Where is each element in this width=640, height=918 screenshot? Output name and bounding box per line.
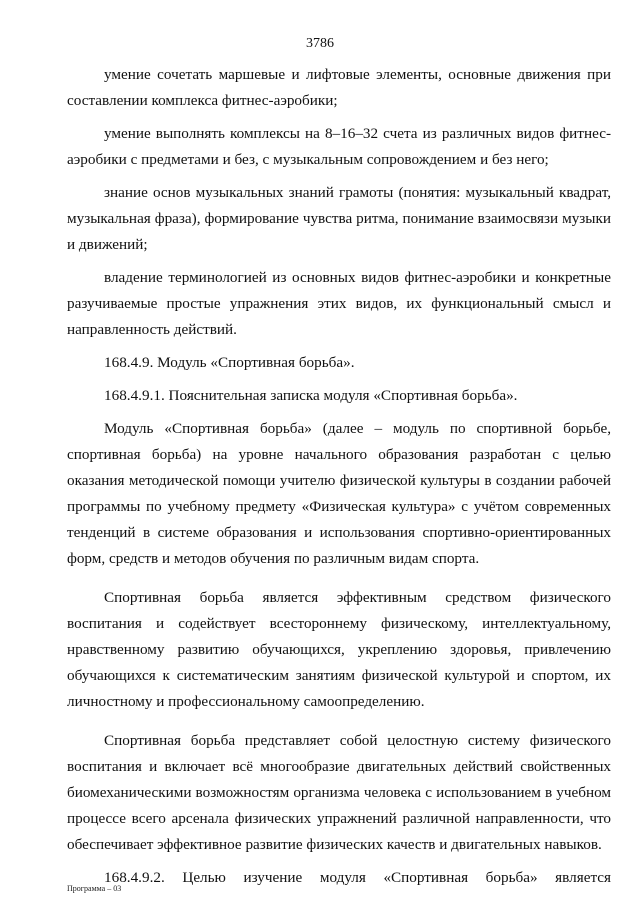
paragraph-module-description: Модуль «Спортивная борьба» (далее – модуль по спортивной борьбе, спортивная борьба) на уровне начального образования разработан с целью оказания методической помощи учителю физической культуры в создании рабочей программы по учебному предмету «Физическая культура» с учётом современных тенденций в системе образования и использования спортивно-ориентированных форм, средств и методов обучения по различным видам спорта. <box>67 420 611 567</box>
paragraph-wrestling-system: Спортивная борьба представляет собой целостную систему физического воспитания и включает всё многообразие двигательных действий свойственных биомеханическими возможностям организма человека с использованием в учебном процессе всего арсенала физических упражнений различной направленности, что обеспечивает эффективное развитие физических качеств и двигательных навыков. <box>67 732 611 853</box>
page-number: 3786 <box>306 36 334 51</box>
section-heading-goal: 168.4.9.2. Целью изучение модуля «Спортивная борьба» является <box>104 869 611 886</box>
paragraph-terminology: владение терминологией из основных видов фитнес-аэробики и конкретные разучиваемые простые упражнения этих видов, их функциональный смысл и направленность действий. <box>67 269 611 338</box>
paragraph-music-knowledge: знание основ музыкальных знаний грамоты (понятия: музыкальный квадрат, музыкальная фраза), формирование чувства ритма, понимание взаимосвязи музыки и движений; <box>67 184 611 253</box>
document-body <box>67 62 611 898</box>
section-heading-explanatory-note: 168.4.9.1. Пояснительная записка модуля «Спортивная борьба». <box>104 387 518 404</box>
paragraph-marching-elements: умение сочетать маршевые и лифтовые элементы, основные движения при составлении комплекса фитнес-аэробики; <box>67 66 611 109</box>
paragraph-complexes: умение выполнять комплексы на 8–16–32 счета из различных видов фитнес-аэробики с предметами и без, с музыкальным сопровождением и без него; <box>67 125 611 168</box>
section-heading-module: 168.4.9. Модуль «Спортивная борьба». <box>104 354 355 371</box>
paragraph-wrestling-effective: Спортивная борьба является эффективным средством физического воспитания и содействует всестороннему физическому, интеллектуальному, нравственному развитию обучающихся, укреплению здоровья, привлечению обучающихся к систематическим занятиям физической культурой и спортом, их личностному и профессиональному самоопределению. <box>67 589 611 710</box>
page-footer: Программа – 03 <box>67 884 122 893</box>
